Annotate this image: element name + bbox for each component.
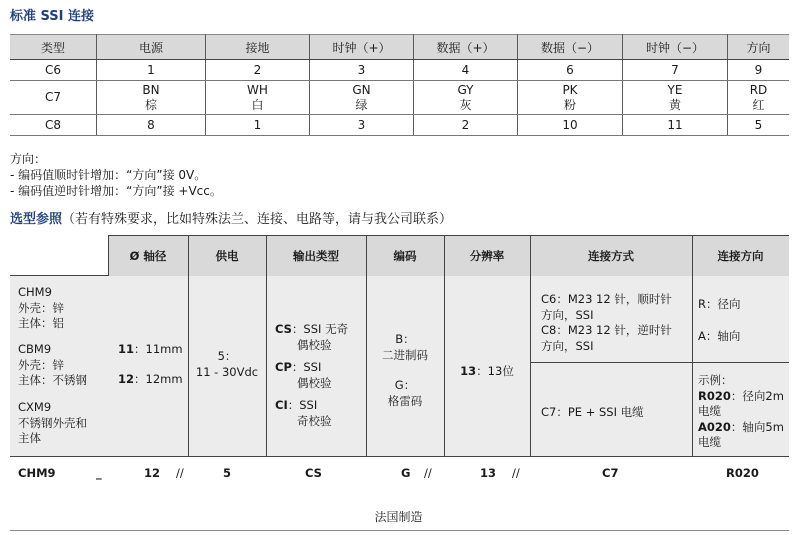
cell-value: C7 [44,90,61,104]
order-resolution: 13 [480,466,497,480]
footer-divider [10,530,789,531]
direction-notes [10,151,222,199]
table-cell [728,81,790,115]
output-text: 偶校验 [297,337,332,352]
cell-value: 1 [253,118,262,132]
cell-value: 2 [461,118,470,132]
model-name: CXM9 [18,400,52,414]
example-text: ：径向2m [730,388,784,403]
selection-title-bold: 选型参照 [10,212,63,227]
order-output: CS [305,466,322,480]
col-header: 时钟（−） [623,35,728,60]
table-cell [310,81,414,115]
order-separator: // [176,466,184,480]
code-key: G： [394,378,416,392]
table-cell [623,81,728,115]
order-supply: 5 [223,466,232,480]
output-text: 奇校验 [297,413,332,428]
connection-c7: C7：PE + SSI 电缆 [541,405,644,419]
code-option-gray [366,378,444,409]
connection-text: C8：M23 12 针，逆时针 [541,323,672,337]
table-cell [206,81,310,115]
supply-code: 5： [217,349,237,363]
divider [266,235,267,456]
cell-color: 黄 [668,97,681,112]
connection-text: 方向，SSI [541,307,594,322]
model-cxm9 [18,400,87,447]
footer-made-in-france: 法国制造 [374,510,423,524]
header-connection-direction: 连接方向 [717,249,764,263]
col-header: 类型 [10,35,97,60]
output-option-cs [275,322,348,353]
order-separator: _ [96,466,102,480]
divider [188,235,189,456]
output-text: ：SSI 无奇 [291,322,349,336]
model-detail: 主体 [18,431,41,445]
code-option-binary [366,332,444,363]
output-option-cp [275,360,332,391]
conn-dir-axial: A：轴向 [698,329,741,343]
cell-value: 3 [357,63,366,77]
code-text: 二进制码 [382,347,428,362]
cell-value: 1 [147,63,155,77]
col-header: 接地 [206,35,310,60]
conn-dir-example [698,373,784,451]
table-cell [10,60,97,81]
divider [530,235,531,456]
model-chm9 [18,285,64,332]
shaft-text: ：12mm [134,372,183,386]
cell-value: C6 [44,63,61,77]
order-model: CHM9 [18,466,56,480]
code-key: B： [395,332,415,346]
conn-dir-radial: R：径向 [698,297,741,311]
example-text: 电缆 [698,435,721,449]
order-shaft: 12 [144,466,161,480]
divider [444,235,445,456]
table-cell [10,115,97,136]
cell-value: 2 [253,63,262,77]
order-separator: // [512,466,520,480]
example-code: R020 [698,388,731,403]
output-text: 偶校验 [297,375,332,390]
table-cell [414,60,518,81]
table-cell [518,60,623,81]
connection-c8 [541,323,672,354]
direction-line: - 编码值逆时针增加：“方向”接 +Vcc。 [10,184,222,198]
table-cell [97,60,206,81]
ssi-connection-table [10,34,789,136]
model-name: CBM9 [18,342,52,356]
supply-text: 11 - 30Vdc [195,364,259,379]
connection-text: 方向，SSI [541,338,594,353]
example-code: A020 [698,419,731,434]
resolution-code: 13 [460,364,477,378]
cell-value: 7 [671,63,679,77]
order-separator: // [424,466,432,480]
divider [10,275,108,276]
model-cbm9 [18,342,87,389]
model-detail: 主体：不锈钢 [18,373,87,387]
order-connection: C7 [602,466,619,480]
cell-value: GY [457,82,474,97]
header-supply: 供电 [215,249,239,263]
cell-value: WH [247,82,268,97]
output-text: ：SSI [291,360,322,374]
table-cell [310,60,414,81]
table-cell [414,81,518,115]
header-code: 编码 [393,249,417,263]
model-detail: 不锈钢外壳和 [18,415,87,430]
model-name: CHM9 [18,285,52,299]
cell-value: 10 [562,118,578,132]
code-text: 格雷码 [387,393,423,408]
header-connection: 连接方式 [588,249,634,263]
table-cell [206,60,310,81]
cell-value: 6 [566,63,574,77]
output-code: CP [275,360,292,374]
shaft-option [118,372,183,388]
example-text: 电缆 [698,404,721,418]
output-code: CS [275,322,292,336]
connection-text: C6：M23 12 针，顺时针 [541,292,672,306]
output-text: ：SSI [287,398,318,412]
section-title-selection [10,208,452,227]
col-header: 方向 [728,35,790,60]
header-shaft: Ø 轴径 [129,249,167,263]
output-option-ci [275,398,332,429]
model-detail: 主体：铝 [18,316,64,330]
cell-color: 绿 [355,97,368,112]
table-cell [97,115,206,136]
table-row [10,60,789,81]
cell-color: 粉 [563,97,576,112]
table-cell [728,60,790,81]
col-header: 数据（−） [518,35,623,60]
cell-value: 9 [754,63,763,77]
table-cell [414,115,518,136]
selection-title-note: （若有特殊要求，比如特殊法兰、连接、电路等，请与我公司联系） [62,212,453,227]
order-direction: R020 [726,466,759,480]
cell-color: 棕 [144,97,157,112]
cell-value: GN [352,82,371,97]
table-cell [518,81,623,115]
cell-value: C8 [44,118,61,132]
direction-label: 方向： [10,152,47,166]
order-code: G [401,466,411,480]
table-row [10,115,789,136]
table-cell [206,115,310,136]
cell-value: BN [142,82,160,97]
example-text: ：轴向5m [730,419,784,434]
cell-color: 灰 [459,97,472,112]
cell-value: 4 [461,63,470,77]
table-cell [310,115,414,136]
table-cell [518,115,623,136]
table-cell [97,81,206,115]
shaft-text: ：11mm [134,342,183,356]
table-cell [10,81,97,115]
cell-color: 红 [752,97,765,112]
section-title-ssi: 标准 SSI 连接 [10,9,95,24]
example-label: 示例： [698,373,733,387]
cell-color: 白 [251,97,264,112]
divider [530,362,789,363]
resolution-option [444,364,530,380]
direction-line: - 编码值顺时针增加：“方向”接 0V。 [10,168,207,182]
col-header: 时钟（+） [310,35,414,60]
col-header: 电源 [97,35,206,60]
col-header: 数据（+） [414,35,518,60]
cell-value: YE [667,82,683,97]
header-output: 输出类型 [293,249,339,263]
cell-value: RD [749,82,768,97]
cell-value: 11 [667,118,683,132]
table-row [10,81,789,115]
cell-value: PK [562,82,578,97]
table-cell [623,115,728,136]
selection-body [10,276,789,457]
table-cell [623,60,728,81]
header-resolution: 分辨率 [469,249,505,263]
model-detail: 外壳：锌 [18,357,64,372]
shaft-code: 11 [118,342,135,356]
divider [692,235,693,456]
shaft-code: 12 [118,372,135,386]
table-cell [728,115,790,136]
cell-value: 3 [357,118,366,132]
shaft-option [118,342,183,358]
connection-c6 [541,292,672,323]
model-detail: 外壳：锌 [18,300,64,315]
cell-value: 5 [754,118,763,132]
cell-value: 8 [147,118,155,132]
output-code: CI [275,398,288,412]
resolution-text: ：13位 [476,364,514,378]
supply-option [188,349,266,380]
